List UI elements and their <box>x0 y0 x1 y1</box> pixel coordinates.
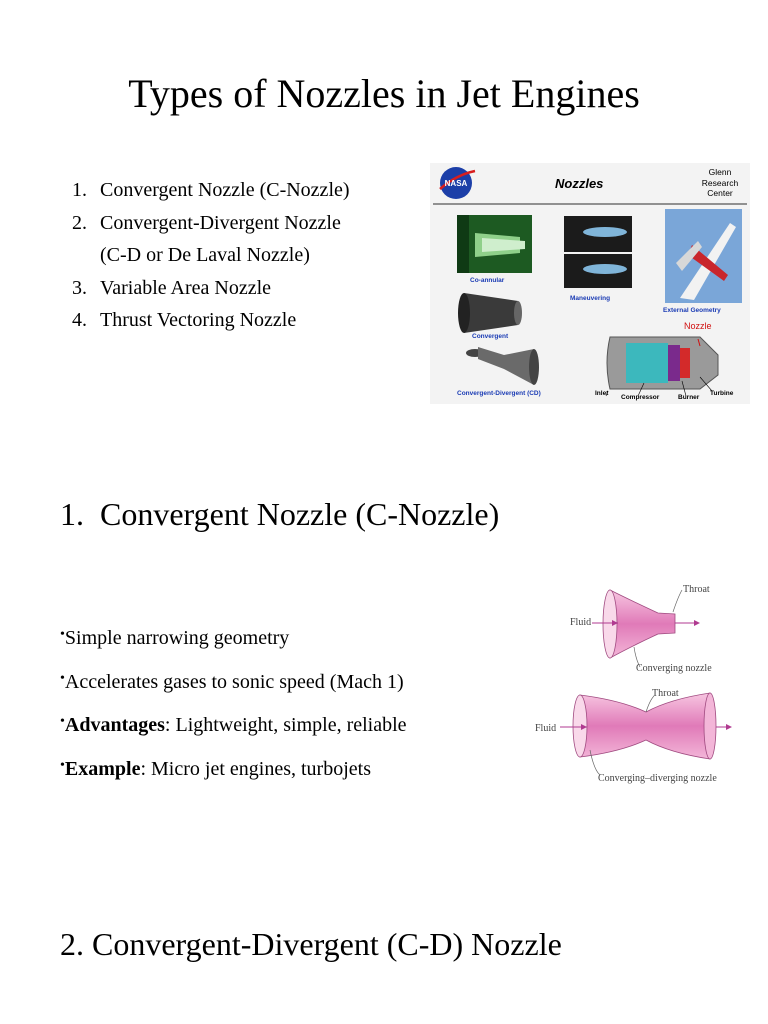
list-item <box>72 304 422 337</box>
nasa-nozzles-figure <box>430 163 750 404</box>
cd-caption: Convergent-Divergent (CD) <box>457 390 541 397</box>
coannular-caption: Co-annular <box>470 277 505 284</box>
burner-caption: Burner <box>678 394 700 401</box>
bullet-text: : Lightweight, simple, reliable <box>164 714 407 736</box>
convergent-nozzle-image <box>458 293 522 333</box>
cd-nozzle-label: Converging–diverging nozzle <box>598 773 717 784</box>
throat-label-top: Throat <box>683 584 710 595</box>
list-number: 3. <box>72 276 87 299</box>
section-1-heading <box>60 495 499 533</box>
inlet-caption: Inlet <box>595 390 609 397</box>
glenn-research-center-label <box>692 167 748 199</box>
nozzle-caption: Nozzle <box>684 321 712 331</box>
list-item-continuation: (C-D or De Laval Nozzle) <box>100 244 310 266</box>
throat-label-bottom: Throat <box>652 688 679 699</box>
coannular-image <box>457 215 532 273</box>
figure-title: Nozzles <box>555 176 604 191</box>
list-number: 2. <box>72 211 87 234</box>
fluid-label-bottom: Fluid <box>535 723 557 734</box>
section-1-number: 1. <box>60 496 84 532</box>
nozzle-types-list <box>72 174 422 337</box>
maneuvering-image <box>564 216 632 288</box>
bullet-bold: Example <box>64 757 141 780</box>
cd-nozzle-shape <box>560 693 732 775</box>
list-item <box>72 272 422 305</box>
list-item-text: Variable Area Nozzle <box>100 276 272 299</box>
list-number: 4. <box>72 309 87 331</box>
converging-nozzle-label: Converging nozzle <box>636 663 712 674</box>
glenn-line: Glenn <box>708 167 732 177</box>
list-item-text: Thrust Vectoring Nozzle <box>100 309 297 331</box>
list-item <box>72 207 422 272</box>
bullet-text: : Micro jet engines, turbojets <box>140 757 371 780</box>
engine-cutaway-image <box>606 337 718 396</box>
section-1-bullets <box>60 615 407 789</box>
bullet-text: Simple narrowing geometry <box>64 627 290 649</box>
bullet-item: •Accelerates gases to sonic speed (Mach 1) <box>60 670 404 693</box>
bullet-item: •Advantages: Lightweight, simple, reliable <box>60 714 407 736</box>
bullet-item: •Simple narrowing geometry <box>60 627 290 649</box>
bullet-bold: Advantages <box>64 714 165 736</box>
center-line: Center <box>707 188 733 198</box>
fluid-label-top: Fluid <box>570 617 592 628</box>
research-line: Research <box>701 177 739 188</box>
turbine-caption: Turbine <box>710 390 734 397</box>
compressor-caption: Compressor <box>621 394 660 401</box>
section-1-title: Convergent Nozzle (C-Nozzle) <box>100 496 500 532</box>
external-geometry-caption: External Geometry <box>663 307 721 314</box>
bullet-item: •Example: Micro jet engines, turbojets <box>60 757 371 780</box>
converging-nozzle-shape <box>592 590 700 667</box>
maneuvering-caption: Maneuvering <box>570 295 611 302</box>
nozzle-diagram <box>530 575 755 790</box>
nasa-logo <box>440 167 475 199</box>
list-item-text: Convergent Nozzle (C-Nozzle) <box>100 179 350 201</box>
external-geometry-image <box>665 209 742 303</box>
list-number: 1. <box>72 179 87 201</box>
section-2-heading: 2. Convergent-Divergent (C-D) Nozzle <box>60 926 562 962</box>
list-item-text: Convergent-Divergent Nozzle <box>100 211 341 234</box>
list-item <box>72 174 422 207</box>
nasa-logo-text: NASA <box>444 179 468 188</box>
page-title: Types of Nozzles in Jet Engines <box>128 71 640 116</box>
convergent-caption: Convergent <box>472 333 509 340</box>
cd-nozzle-image <box>466 347 539 385</box>
bullet-text: Accelerates gases to sonic speed (Mach 1) <box>64 670 404 693</box>
